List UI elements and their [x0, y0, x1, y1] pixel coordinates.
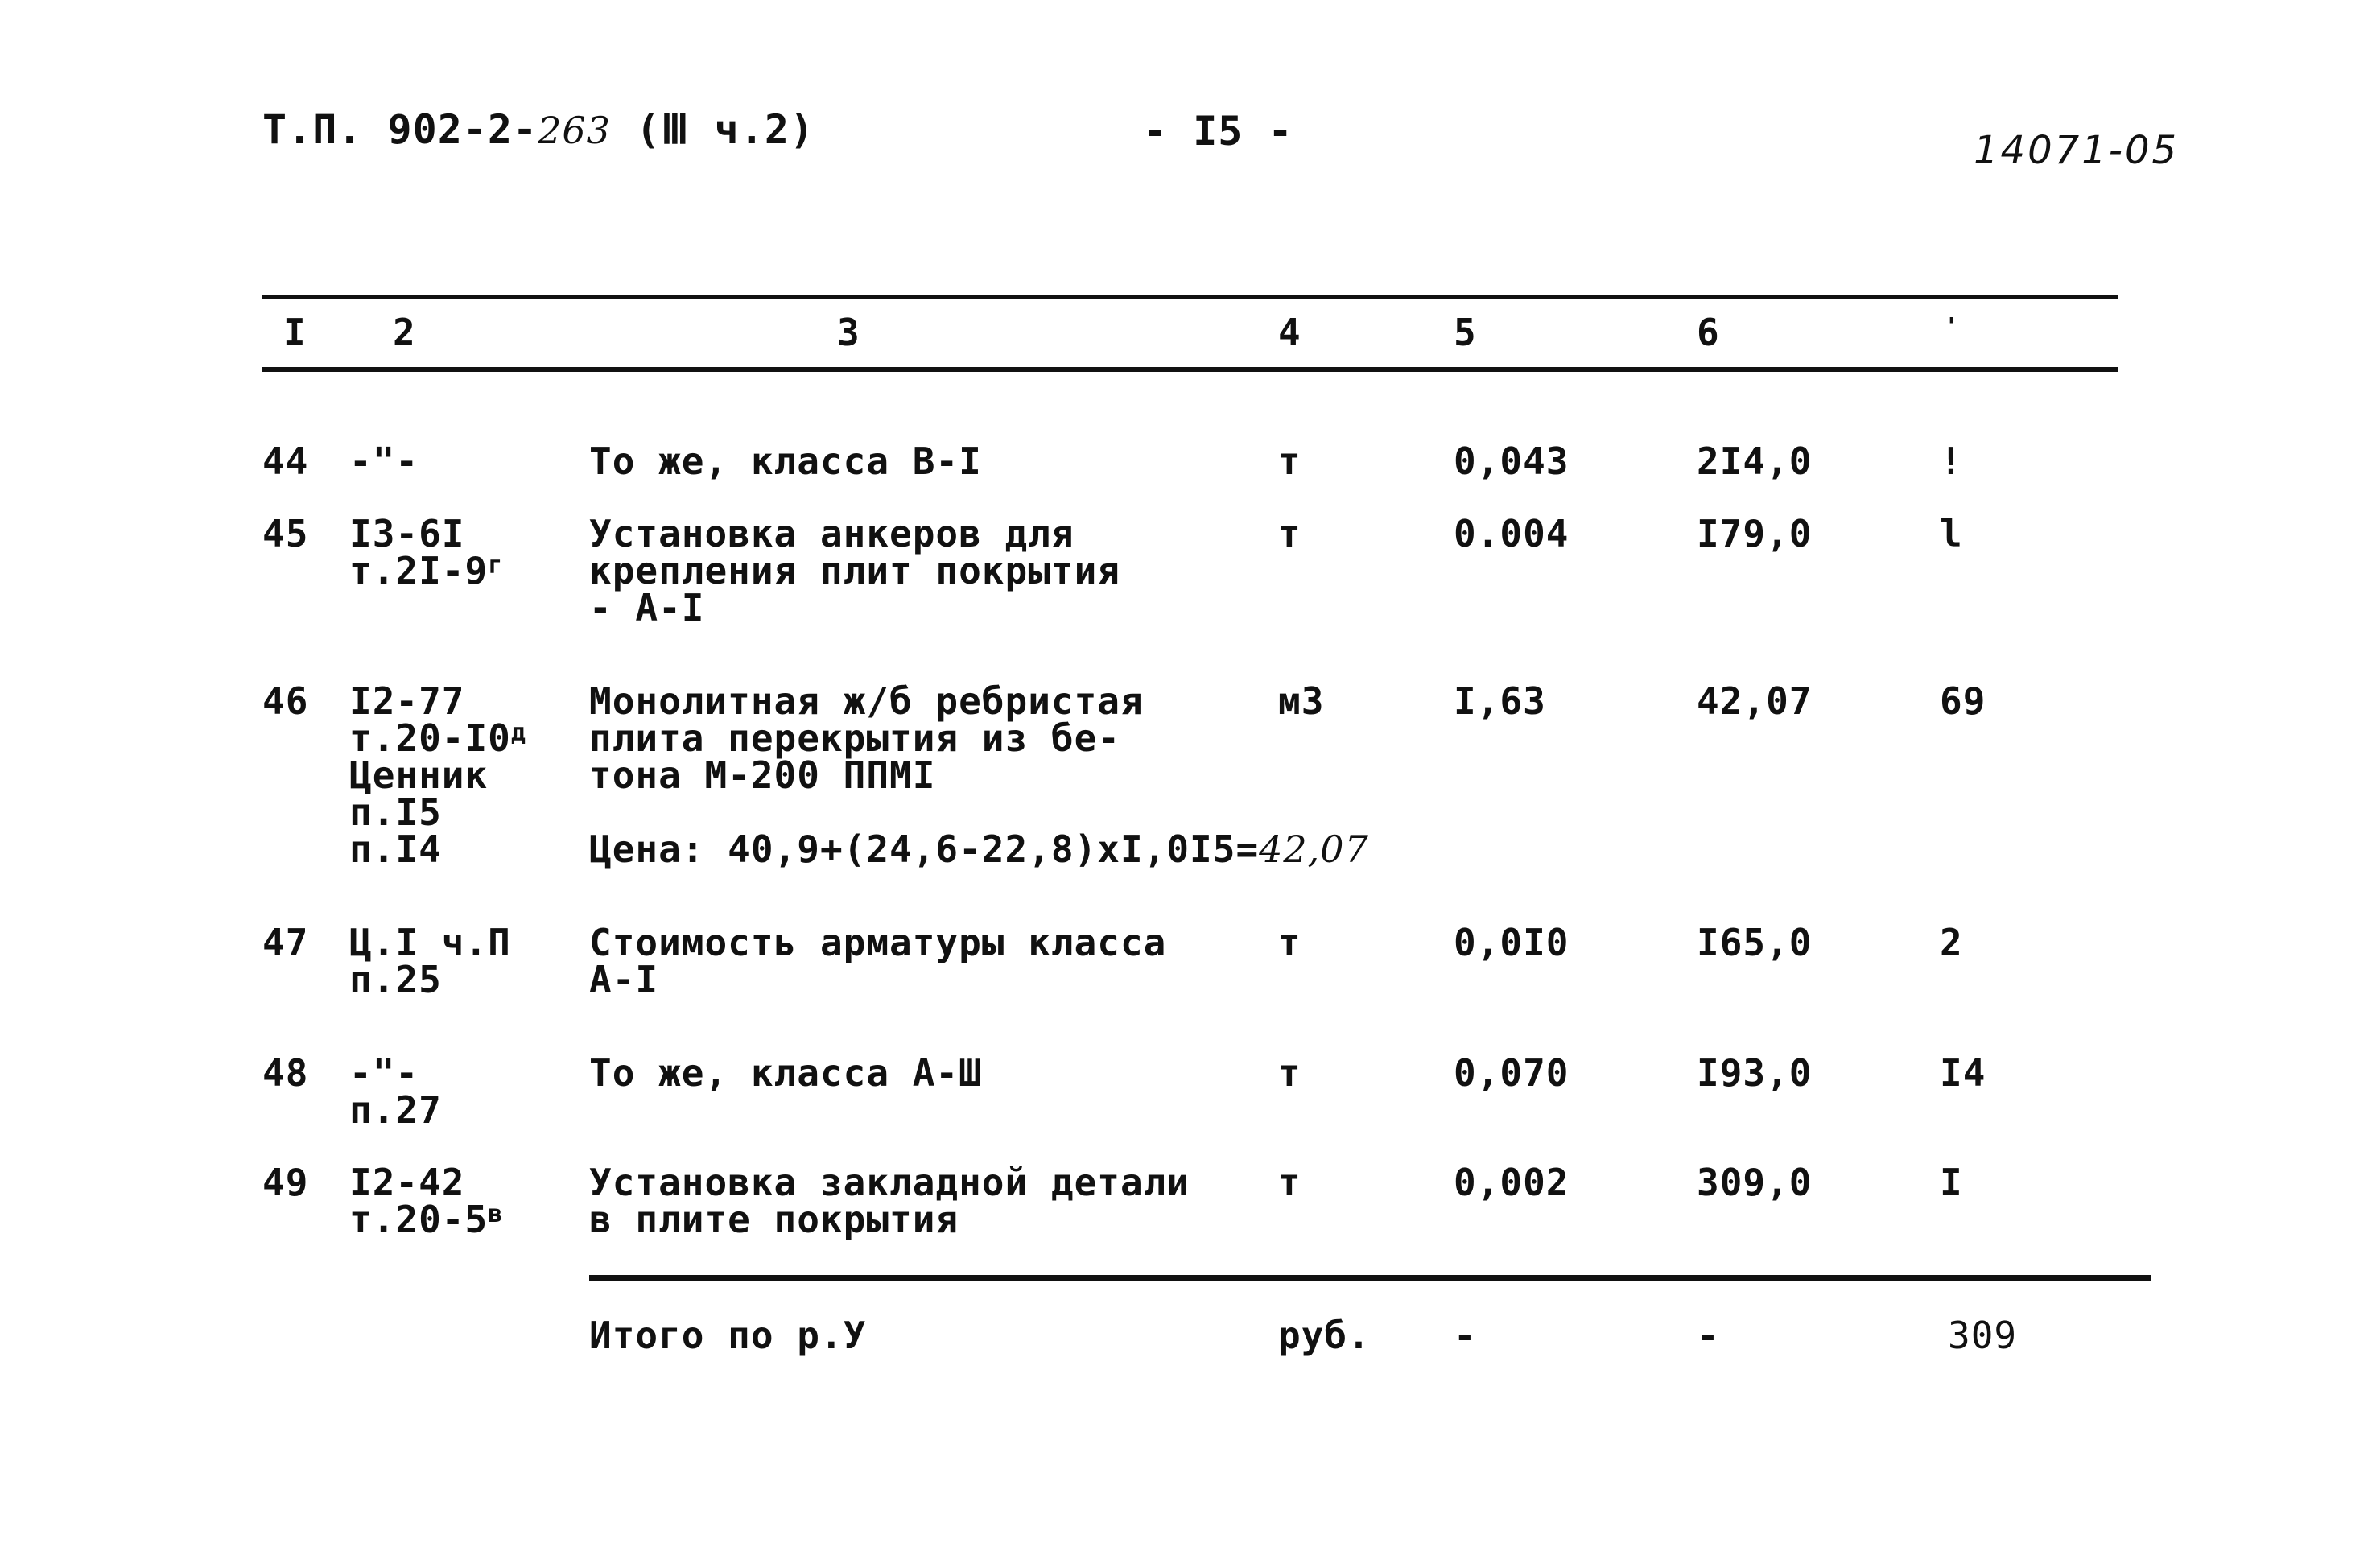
table-top-rule: [262, 295, 2118, 299]
row-price: 2I4,0: [1697, 439, 1813, 483]
row-code: $т.2I-9^г$: [349, 549, 504, 592]
row-quantity: 0.004: [1454, 512, 1570, 555]
row-quantity: 0,0I0: [1454, 921, 1570, 964]
row-code: п.27: [349, 1088, 442, 1132]
row-price: I93,0: [1697, 1051, 1813, 1095]
row-description: Стоимость арматуры класса: [589, 921, 1167, 964]
row-code: I2-42: [349, 1161, 465, 1204]
row-code: I3-6I: [349, 512, 465, 555]
table-header-rule: [262, 367, 2118, 372]
row-total: !: [1940, 439, 1963, 483]
row-total: I: [1940, 1161, 1963, 1204]
row-quantity: 0,002: [1454, 1161, 1570, 1204]
price-formula: Цена: 40,9+(24,6-22,8)хI,0I5=: [589, 827, 1260, 871]
column-header-7: ': [1945, 312, 1959, 339]
row-price: 309,0: [1697, 1161, 1813, 1204]
row-unit: т: [1278, 1161, 1301, 1204]
row-code: Ценник: [349, 753, 489, 797]
row-quantity: 0,043: [1454, 439, 1570, 483]
row-description: в плите покрытия: [589, 1198, 959, 1241]
summary-total: 309: [1948, 1314, 2018, 1357]
column-header-3: 3: [837, 311, 860, 354]
row-total: 69: [1940, 679, 1986, 723]
column-header-4: 4: [1278, 311, 1301, 354]
row-number: 49: [262, 1161, 309, 1204]
row-unit: т: [1278, 512, 1301, 555]
column-header-6: 6: [1697, 311, 1720, 354]
code-superscript: г: [488, 551, 504, 580]
code-superscript: д: [510, 719, 526, 747]
row-code: п.I4: [349, 827, 442, 871]
row-code: $т.20-I0^д$: [349, 716, 526, 760]
row-quantity: I,63: [1454, 679, 1546, 723]
row-code: $т.20-5^в$: [349, 1198, 504, 1241]
doc-ref-handwritten: 263: [538, 109, 611, 152]
column-header-5: 5: [1454, 311, 1477, 354]
row-price: I79,0: [1697, 512, 1813, 555]
summary-price: -: [1697, 1314, 1720, 1357]
row-price: I65,0: [1697, 921, 1813, 964]
row-price: 42,07: [1697, 679, 1813, 723]
row-description: То же, класса В-I: [589, 439, 982, 483]
column-header-1: I: [283, 311, 307, 354]
row-description: Установка закладной детали: [589, 1161, 1190, 1204]
row-total: I4: [1940, 1051, 1986, 1095]
doc-part: (Ⅲ ч.2): [636, 106, 815, 153]
row-number: 45: [262, 512, 309, 555]
row-description: То же, класса А-Ш: [589, 1051, 982, 1095]
column-header-2: 2: [393, 311, 416, 354]
row-description: - А-I: [589, 586, 705, 629]
row-code: п.I5: [349, 790, 442, 834]
code-superscript: в: [488, 1200, 504, 1228]
row-description: плита перекрытия из бе-: [589, 716, 1120, 760]
price-note: [589, 827, 1369, 871]
row-code: Ц.I ч.П: [349, 921, 511, 964]
summary-rule: [589, 1275, 2151, 1281]
row-unit: т: [1278, 439, 1301, 483]
summary-quantity: -: [1454, 1314, 1477, 1357]
summary-label: Итого по р.У: [589, 1314, 867, 1357]
row-code: -"-: [349, 439, 419, 483]
row-number: 46: [262, 679, 309, 723]
doc-ref: [262, 106, 611, 153]
row-unit: т: [1278, 921, 1301, 964]
row-unit: м3: [1278, 679, 1325, 723]
row-quantity: 0,070: [1454, 1051, 1570, 1095]
row-number: 44: [262, 439, 309, 483]
row-total: l: [1940, 512, 1963, 555]
row-description: Установка анкеров для: [589, 512, 1075, 555]
summary-unit: руб.: [1278, 1314, 1371, 1357]
row-description: Монолитная ж/б ребристая: [589, 679, 1144, 723]
row-code: -"-: [349, 1051, 419, 1095]
sheet-code: 14071-05: [1974, 128, 2180, 173]
row-description: тона М-200 ППМI: [589, 753, 936, 797]
price-result-handwritten: 42,07: [1259, 827, 1369, 871]
row-number: 48: [262, 1051, 309, 1095]
row-code: п.25: [349, 958, 442, 1001]
row-code: I2-77: [349, 679, 465, 723]
row-description: крепления плит покрытия: [589, 549, 1120, 592]
page-number: - I5 -: [1143, 108, 1293, 155]
row-description: А-I: [589, 958, 659, 1001]
doc-ref-prefix: Т.П. 902-2-: [262, 106, 538, 153]
row-unit: т: [1278, 1051, 1301, 1095]
row-total: 2: [1940, 921, 1963, 964]
row-number: 47: [262, 921, 309, 964]
